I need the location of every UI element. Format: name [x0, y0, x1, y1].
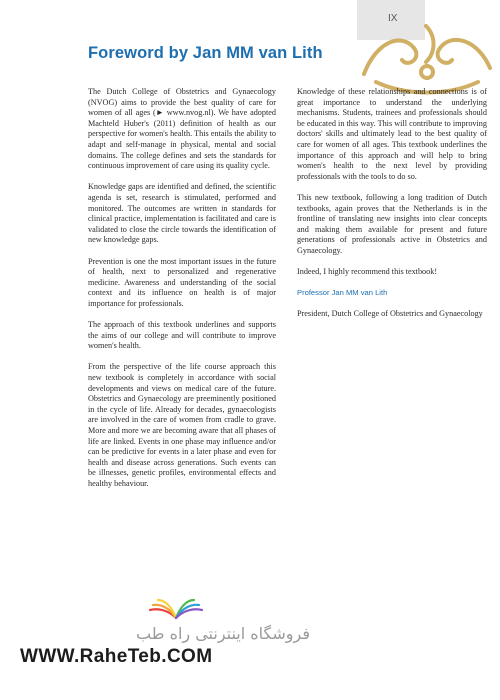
open-book-icon	[146, 596, 206, 620]
paragraph: Prevention is one the most important issues in the future of health, next to personalized and regenerative medicine. Awareness and understanding of the social context and its influence on health is of major importance for professionals.	[88, 256, 276, 308]
shop-url-watermark: WWW.RaheTeb.COM	[20, 646, 213, 667]
signature-name: Professor Jan MM van Lith	[297, 288, 388, 298]
paragraph: This new textbook, following a long tradition of Dutch textbooks, again proves that the Netherlands is in the frontline of translating new insights into clear concepts and making them available for present and future generations of professionals active in Obstetrics and Gynaecology.	[297, 192, 487, 255]
page-number: IX	[388, 13, 398, 24]
shop-name-watermark: فروشگاه اینترنتی راه طب	[136, 624, 310, 643]
signature-role: President, Dutch College of Obstetrics and Gynaecology	[297, 309, 483, 319]
right-column	[297, 87, 487, 331]
page-title: Foreword by Jan MM van Lith	[88, 44, 323, 62]
paragraph: Indeed, I highly recommend this textbook!	[297, 267, 438, 277]
paragraph: From the perspective of the life course approach this new textbook is completely in accordance with social developments and views on medical care of the future. Obstetrics and Gynaecology are preeminently positioned in the cycle of life. Already for decades, gynaecologists are involved in the care of women from cradle to grave. More and more we are becoming aware that all phases of life are linked. Events in one phase may influence and/or can be predictive for events in a later phase and even for health and disease across generations. Such events can be illnesses, genetic profiles, environmental effects and healthy behaviour.	[88, 362, 276, 488]
paragraph: Knowledge gaps are identified and defined, the scientific agenda is set, research is stimulated, performed and monitored. The outcomes are written in standards for clinical practice, implementation is facilitated and care is validated to close the circle towards the identification of new knowledge gaps.	[88, 182, 276, 245]
paragraph: Knowledge of these relationships and connections is of great importance to understand the underlying mechanisms. Students, trainees and professionals should be educated in this way. This will contribute to improving doctors' skills and ultimately lead to the best quality of care for women of all ages. This textbook underlines the importance of this approach and will help to bring women's health to the next level by providing professionals with the tools to do so.	[297, 87, 487, 181]
paragraph: The Dutch College of Obstetrics and Gynaecology (NVOG) aims to provide the best quality of care for women of all ages (► www.nvog.nl). We have adopted Machteld Huber's (2011) definition of health as our perspective for women's health. This entails the ability to adapt and self-manage in physical, mental and social domains. The college defines and sets the standards for continuous improvement of care using its quality cycle.	[88, 87, 276, 171]
paragraph: The approach of this textbook underlines and supports the aims of our college and will contribute to improve women's health.	[88, 320, 276, 351]
left-column	[88, 87, 276, 500]
